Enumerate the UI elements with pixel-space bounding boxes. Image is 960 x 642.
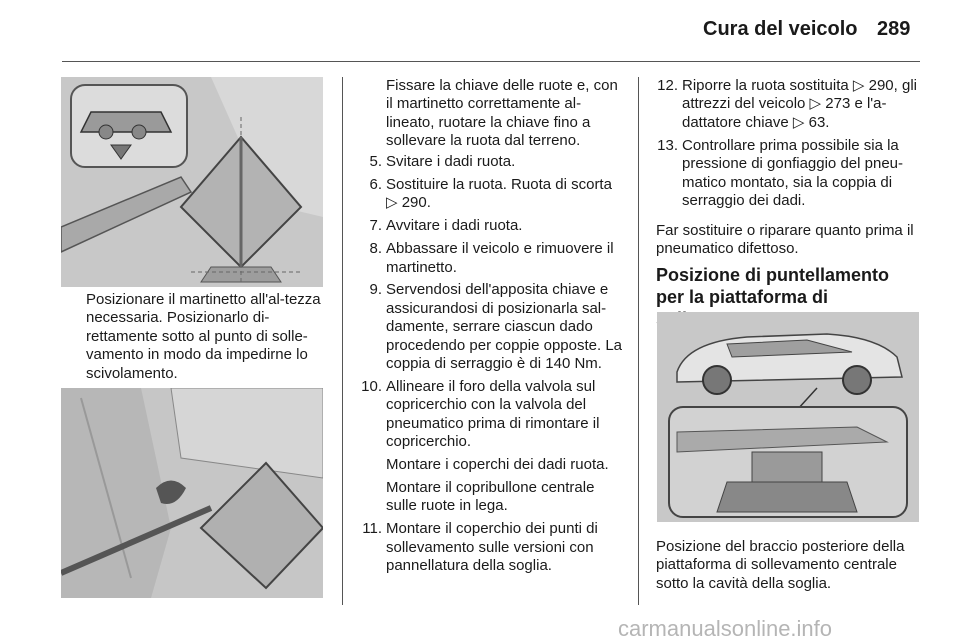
- jack-placement-illustration: [61, 77, 323, 287]
- step-text: Svitare i dadi ruota.: [386, 153, 516, 170]
- step-number: 13.: [657, 136, 678, 154]
- step-subtext: Montare il copribullone centrale sulle ruote in lega.: [386, 479, 595, 515]
- tire-repair-note: Far sostituire o riparare quanto prima il pneumatico difettoso.: [656, 222, 914, 258]
- step-number: 5.: [369, 153, 382, 170]
- step-text: Sostituire la ruota. Ruota di scorta ▷ 290.: [386, 175, 612, 212]
- column-divider-right: [638, 77, 639, 605]
- step-number: 9.: [369, 281, 382, 299]
- column-divider-left: [342, 77, 343, 605]
- page-header-title: Cura del veicolo: [703, 18, 858, 40]
- list-item: [356, 153, 626, 171]
- step-number: 6.: [369, 175, 382, 193]
- step-number: 10.: [361, 377, 382, 395]
- wrench-instruction: Fissare la chiave delle ruote e, con il martinetto correttamente al-lineato, ruotare la chiave fino a sollevare la ruota dal terreno.: [386, 77, 618, 150]
- page-number: 289: [877, 18, 911, 40]
- step-text: Allineare il foro della valvola sul copricerchio con la valvola del pneumatico prima di rimontare il copricerchio.: [386, 377, 600, 451]
- step-text: Riporre la ruota sostituita ▷ 290, gli attrezzi del veicolo ▷ 273 e l'a-dattatore chiave ▷ 63.: [682, 77, 917, 131]
- jack-under-vehicle-illustration: [61, 388, 323, 598]
- step-text: Abbassare il veicolo e rimuovere il martinetto.: [386, 240, 614, 276]
- section-heading: Posizione di puntellamento per la piattaforma di: [656, 265, 890, 307]
- lift-arm-caption: Posizione del braccio posteriore della piattaforma di sollevamento centrale sotto la cavità della soglia.: [656, 538, 905, 592]
- step-subtext: Montare i coperchi dei dadi ruota.: [386, 456, 609, 474]
- step-text: Servendosi dell'apposita chiave e assicurandosi di posizionarla sal-damente, serrare ciascun dado procedendo per coppie opposte. La coppia di serraggio è di 140 Nm.: [386, 281, 623, 373]
- procedure-steps-list: [356, 153, 626, 580]
- list-item: [356, 240, 626, 277]
- procedure-steps-list-continued: [652, 77, 922, 215]
- step-number: 7.: [369, 217, 382, 235]
- step-text: Controllare prima possibile sia la pressione di gonfiaggio del pneu-matico montato, sia la coppia di serraggio dei dadi.: [682, 136, 903, 209]
- step-number: 11.: [362, 520, 382, 538]
- step-number: 8.: [369, 240, 382, 258]
- list-item: [356, 281, 626, 373]
- list-item: [652, 77, 922, 132]
- list-item: [356, 378, 626, 516]
- list-item: [356, 176, 626, 213]
- list-item: [356, 217, 626, 235]
- header-rule: [62, 61, 920, 62]
- list-item: [652, 137, 922, 211]
- watermark: carmanualsonline.info: [618, 616, 833, 641]
- step-number: 12.: [657, 77, 678, 94]
- list-item: [356, 520, 626, 575]
- step-text: Montare il coperchio dei punti di sollevamento sulle versioni con pannellatura della soglia.: [386, 520, 598, 575]
- jack-positioning-caption: Posizionare il martinetto all'al-tezza necessaria. Posizionarlo di-rettamente sotto al punto di solle-vamento in modo da impedirne lo scivolamento.: [86, 291, 321, 382]
- lift-platform-illustration: [657, 312, 919, 522]
- step-text: Avvitare i dadi ruota.: [386, 217, 523, 235]
